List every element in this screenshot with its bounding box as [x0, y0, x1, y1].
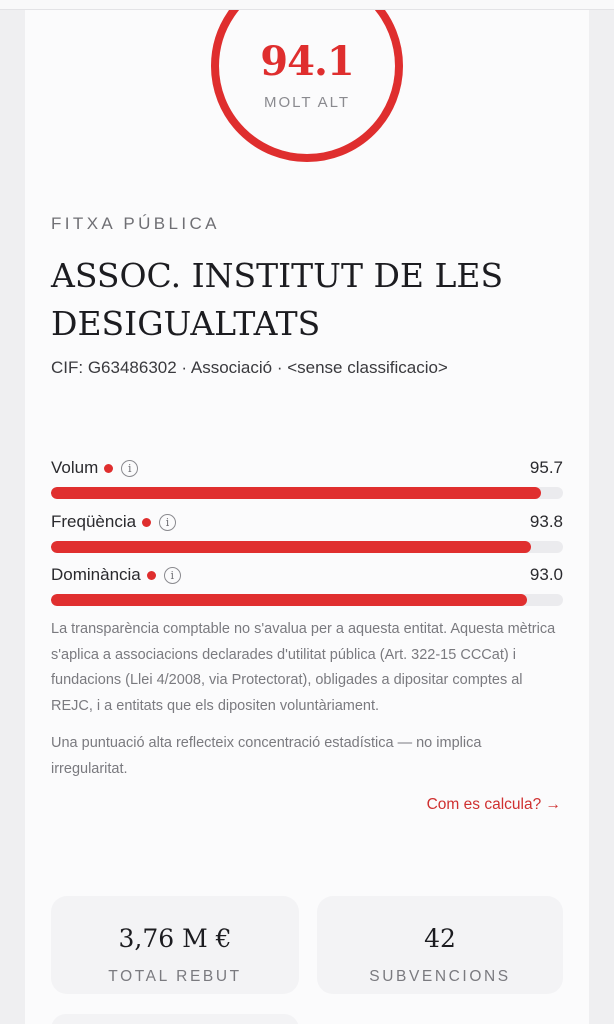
how-calculated-link[interactable]: Com es calcula? →: [426, 796, 561, 813]
metric-bar-track: [51, 594, 563, 606]
metric-value: 93.0: [529, 565, 563, 584]
metric-bar-fill: [51, 541, 531, 553]
metric-label: Freqüència: [51, 512, 137, 531]
stat-value: 42: [424, 924, 456, 953]
metric-value: 93.8: [529, 512, 563, 531]
stat-label: TOTAL REBUT: [108, 968, 242, 985]
stat-total-received: [51, 896, 299, 994]
section-eyebrow: FITXA PÚBLICA: [51, 214, 220, 233]
stat-grants: [317, 896, 563, 994]
metric-label: Volum: [51, 458, 99, 477]
entity-card: [25, 10, 589, 1024]
metric-bar-track: [51, 487, 563, 499]
metric-bar-fill: [51, 594, 527, 606]
score-value: 94.1: [260, 38, 354, 85]
metric-label: Dominància: [51, 565, 141, 584]
metric-frequencia: [51, 510, 563, 556]
metric-dominancia: [51, 563, 563, 609]
metric-volum: [51, 456, 563, 502]
score-level: MOLT ALT: [263, 94, 351, 111]
metric-value: 95.7: [529, 458, 563, 477]
entity-title: ASSOC. INSTITUT DE LES DESIGUALTATS: [51, 256, 504, 343]
browser-top-bar: [0, 0, 614, 10]
metric-bar-track: [51, 541, 563, 553]
info-icon[interactable]: i: [164, 567, 181, 584]
disclaimer-note: Una puntuació alta reflecteix concentració estadística — no implica irregularitat.: [51, 735, 482, 777]
metric-bar-fill: [51, 487, 541, 499]
stat-label: SUBVENCIONS: [369, 968, 511, 985]
stat-value: 3,76 M €: [118, 924, 232, 953]
transparency-note: La transparència comptable no s'avalua per a aquesta entitat. Aquesta mètrica s'aplica a associacions declarades d'utilitat pública (Art. 322-15 CCCat) i fundacions (Llei 4/2008, via Protectorat), obligades a dipositar comptes al REJC, i a entitats que els dipositen voluntàriament.: [51, 621, 556, 714]
info-icon[interactable]: i: [121, 460, 138, 477]
entity-meta: CIF: G63486302 · Associació · <sense classificacio>: [51, 358, 448, 377]
status-dot: [147, 571, 156, 580]
score-gauge: [209, 10, 405, 164]
status-dot: [104, 464, 113, 473]
info-icon[interactable]: i: [159, 514, 176, 531]
status-dot: [142, 518, 151, 527]
next-stat-card: [51, 1014, 299, 1024]
